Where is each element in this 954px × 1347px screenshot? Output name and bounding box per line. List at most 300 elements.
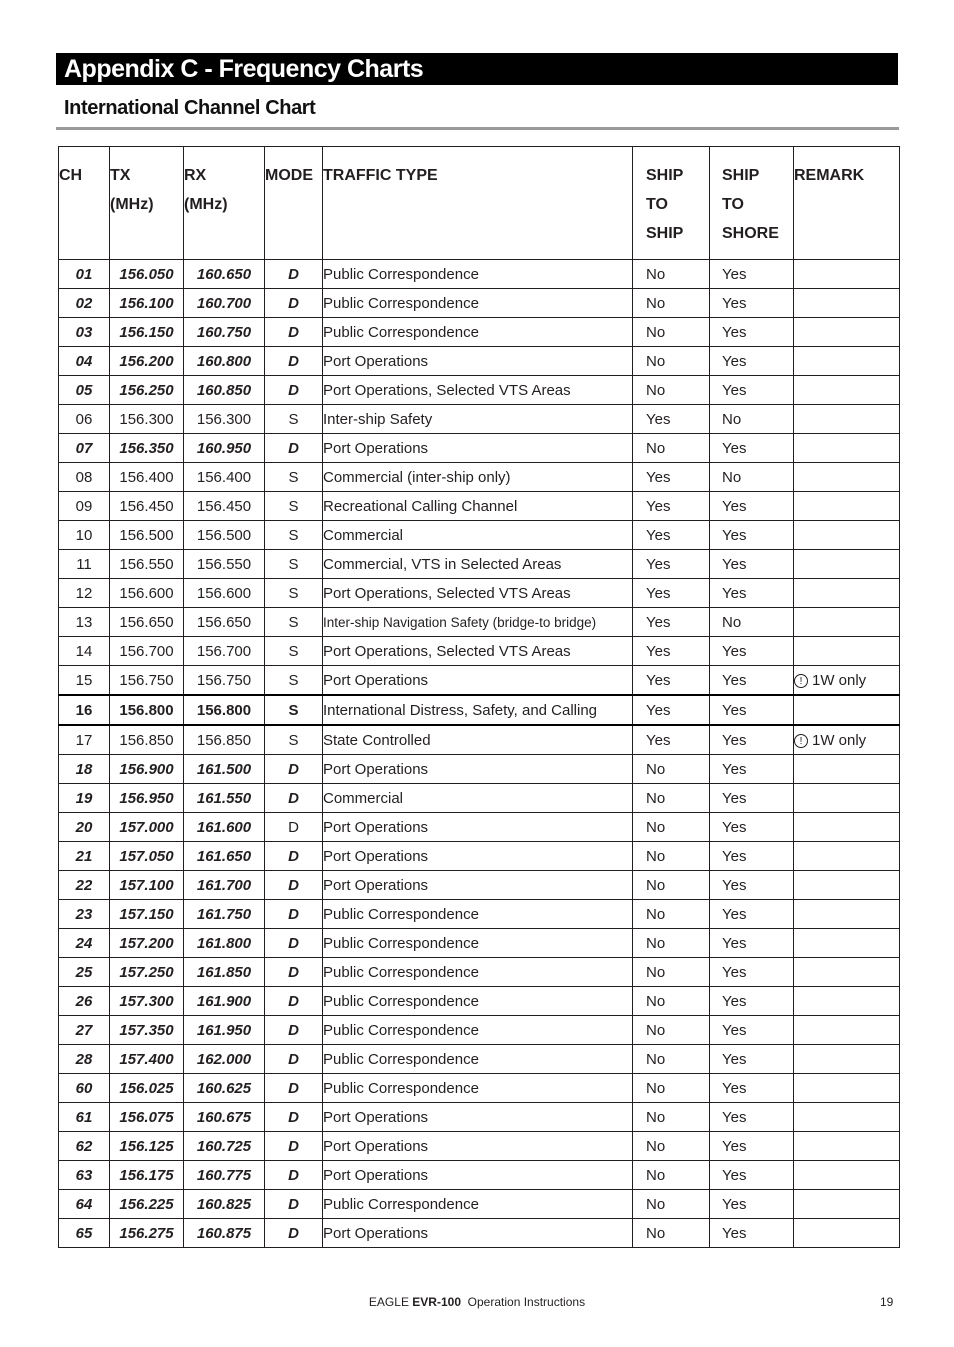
cell-rx: 161.800: [184, 929, 265, 958]
cell-ch: 14: [59, 637, 110, 666]
cell-ch: 62: [59, 1132, 110, 1161]
cell-remark: [794, 434, 900, 463]
cell-remark: [794, 289, 900, 318]
section-title: International Channel Chart: [64, 97, 316, 119]
cell-ch: 21: [59, 842, 110, 871]
cell-traffic-type: Public Correspondence: [323, 1074, 633, 1103]
cell-ch: 03: [59, 318, 110, 347]
cell-traffic-type: Port Operations: [323, 871, 633, 900]
cell-rx: 161.650: [184, 842, 265, 871]
cell-mode: S: [265, 608, 323, 637]
cell-mode: D: [265, 1103, 323, 1132]
cell-ch: 61: [59, 1103, 110, 1132]
cell-ship-to-shore: Yes: [710, 929, 794, 958]
cell-ship-to-ship: Yes: [633, 725, 710, 755]
cell-traffic-type: Port Operations: [323, 666, 633, 696]
cell-tx: 156.300: [110, 405, 184, 434]
cell-traffic-type: Commercial: [323, 521, 633, 550]
cell-tx: 156.800: [110, 695, 184, 725]
table-row: [59, 842, 900, 871]
table-row: [59, 929, 900, 958]
table-row: [59, 1103, 900, 1132]
cell-rx: 156.850: [184, 725, 265, 755]
cell-traffic-type: Port Operations, Selected VTS Areas: [323, 376, 633, 405]
cell-ship-to-ship: No: [633, 1190, 710, 1219]
cell-ch: 13: [59, 608, 110, 637]
cell-remark: [794, 1045, 900, 1074]
cell-remark: [794, 550, 900, 579]
cell-ship-to-ship: No: [633, 289, 710, 318]
cell-traffic-type: Public Correspondence: [323, 958, 633, 987]
table-row: [59, 784, 900, 813]
cell-ch: 64: [59, 1190, 110, 1219]
cell-tx: 156.050: [110, 260, 184, 289]
col-header-traffic-type: TRAFFIC TYPE: [323, 147, 633, 260]
cell-tx: 156.175: [110, 1161, 184, 1190]
cell-ch: 23: [59, 900, 110, 929]
cell-traffic-type: Port Operations: [323, 347, 633, 376]
cell-rx: 161.850: [184, 958, 265, 987]
cell-ship-to-shore: Yes: [710, 434, 794, 463]
cell-rx: 160.850: [184, 376, 265, 405]
cell-traffic-type: Port Operations: [323, 842, 633, 871]
page-title: Appendix C - Frequency Charts: [56, 53, 898, 85]
table-row: [59, 666, 900, 696]
cell-remark: [794, 1103, 900, 1132]
cell-ch: 19: [59, 784, 110, 813]
cell-remark: [794, 1190, 900, 1219]
cell-ch: 16: [59, 695, 110, 725]
cell-mode: D: [265, 1190, 323, 1219]
cell-remark: [794, 1074, 900, 1103]
cell-ship-to-shore: Yes: [710, 1103, 794, 1132]
cell-remark: [794, 1161, 900, 1190]
cell-rx: 161.550: [184, 784, 265, 813]
table-row: [59, 608, 900, 637]
col-header-ship-to-shore: SHIP TO SHORE: [710, 147, 794, 260]
col-header-remark: REMARK: [794, 147, 900, 260]
cell-tx: 156.700: [110, 637, 184, 666]
cell-remark: [794, 900, 900, 929]
cell-ch: 09: [59, 492, 110, 521]
cell-ship-to-ship: Yes: [633, 637, 710, 666]
cell-rx: 161.500: [184, 755, 265, 784]
cell-ship-to-shore: Yes: [710, 842, 794, 871]
cell-ship-to-ship: Yes: [633, 492, 710, 521]
cell-ship-to-shore: Yes: [710, 987, 794, 1016]
cell-traffic-type: Port Operations: [323, 1103, 633, 1132]
cell-mode: S: [265, 405, 323, 434]
cell-tx: 156.275: [110, 1219, 184, 1248]
table-row: [59, 900, 900, 929]
cell-rx: 156.750: [184, 666, 265, 696]
cell-remark: [794, 813, 900, 842]
cell-traffic-type: Port Operations, Selected VTS Areas: [323, 579, 633, 608]
cell-mode: D: [265, 929, 323, 958]
cell-ship-to-shore: Yes: [710, 347, 794, 376]
cell-ship-to-ship: No: [633, 1161, 710, 1190]
cell-rx: 156.300: [184, 405, 265, 434]
table-row: [59, 463, 900, 492]
cell-remark: [794, 871, 900, 900]
info-icon: !: [794, 734, 808, 748]
cell-ch: 01: [59, 260, 110, 289]
cell-rx: 160.825: [184, 1190, 265, 1219]
cell-ship-to-shore: Yes: [710, 1190, 794, 1219]
cell-ship-to-shore: Yes: [710, 1219, 794, 1248]
cell-traffic-type: Port Operations: [323, 813, 633, 842]
cell-tx: 156.225: [110, 1190, 184, 1219]
cell-traffic-type: Inter-ship Navigation Safety (bridge-to bridge): [323, 608, 633, 637]
cell-ship-to-shore: Yes: [710, 492, 794, 521]
cell-mode: D: [265, 842, 323, 871]
cell-ship-to-shore: Yes: [710, 550, 794, 579]
cell-mode: D: [265, 1016, 323, 1045]
cell-ship-to-shore: Yes: [710, 521, 794, 550]
cell-ch: 25: [59, 958, 110, 987]
cell-tx: 156.075: [110, 1103, 184, 1132]
section-divider: [56, 127, 899, 130]
cell-mode: D: [265, 755, 323, 784]
cell-ship-to-shore: Yes: [710, 813, 794, 842]
cell-rx: 160.625: [184, 1074, 265, 1103]
table-row: [59, 318, 900, 347]
cell-ch: 02: [59, 289, 110, 318]
cell-ship-to-shore: Yes: [710, 289, 794, 318]
cell-tx: 156.100: [110, 289, 184, 318]
cell-ship-to-shore: Yes: [710, 755, 794, 784]
cell-ch: 11: [59, 550, 110, 579]
table-row: [59, 260, 900, 289]
cell-ship-to-shore: Yes: [710, 1074, 794, 1103]
cell-tx: 156.200: [110, 347, 184, 376]
cell-ch: 18: [59, 755, 110, 784]
cell-mode: D: [265, 1219, 323, 1248]
cell-remark: [794, 260, 900, 289]
cell-traffic-type: Public Correspondence: [323, 900, 633, 929]
cell-remark: [794, 637, 900, 666]
cell-ch: 20: [59, 813, 110, 842]
table-row: [59, 1074, 900, 1103]
cell-rx: 162.000: [184, 1045, 265, 1074]
channel-chart-table: [58, 146, 900, 1248]
table-row: [59, 813, 900, 842]
cell-remark: [794, 1016, 900, 1045]
cell-remark: [794, 347, 900, 376]
cell-rx: 156.650: [184, 608, 265, 637]
cell-ship-to-shore: Yes: [710, 666, 794, 696]
cell-remark: [794, 842, 900, 871]
cell-tx: 157.300: [110, 987, 184, 1016]
cell-ship-to-shore: Yes: [710, 871, 794, 900]
cell-rx: 160.950: [184, 434, 265, 463]
table-row: [59, 695, 900, 725]
cell-traffic-type: Commercial, VTS in Selected Areas: [323, 550, 633, 579]
cell-tx: 156.350: [110, 434, 184, 463]
cell-tx: 156.900: [110, 755, 184, 784]
cell-remark: [794, 755, 900, 784]
table-row: [59, 637, 900, 666]
cell-ship-to-ship: No: [633, 813, 710, 842]
cell-tx: 157.200: [110, 929, 184, 958]
cell-ch: 10: [59, 521, 110, 550]
cell-tx: 156.400: [110, 463, 184, 492]
cell-ch: 04: [59, 347, 110, 376]
cell-tx: 156.550: [110, 550, 184, 579]
cell-mode: D: [265, 900, 323, 929]
cell-mode: D: [265, 1074, 323, 1103]
cell-ch: 26: [59, 987, 110, 1016]
cell-traffic-type: Port Operations: [323, 1219, 633, 1248]
cell-rx: 160.775: [184, 1161, 265, 1190]
cell-tx: 156.500: [110, 521, 184, 550]
cell-traffic-type: Public Correspondence: [323, 1045, 633, 1074]
cell-rx: 156.550: [184, 550, 265, 579]
cell-ship-to-ship: Yes: [633, 405, 710, 434]
col-header-ch: CH: [59, 147, 110, 260]
cell-traffic-type: Public Correspondence: [323, 289, 633, 318]
cell-mode: S: [265, 550, 323, 579]
cell-remark: [794, 784, 900, 813]
cell-ship-to-ship: No: [633, 1074, 710, 1103]
cell-ch: 06: [59, 405, 110, 434]
cell-tx: 156.650: [110, 608, 184, 637]
cell-remark: [794, 666, 900, 696]
cell-ship-to-ship: No: [633, 1219, 710, 1248]
cell-ship-to-shore: Yes: [710, 900, 794, 929]
cell-mode: D: [265, 987, 323, 1016]
cell-traffic-type: Port Operations: [323, 434, 633, 463]
cell-mode: D: [265, 813, 323, 842]
cell-remark: [794, 725, 900, 755]
table-row: [59, 871, 900, 900]
cell-ship-to-ship: No: [633, 1103, 710, 1132]
cell-ship-to-ship: Yes: [633, 521, 710, 550]
cell-rx: 160.875: [184, 1219, 265, 1248]
cell-ship-to-shore: Yes: [710, 1045, 794, 1074]
cell-rx: 161.750: [184, 900, 265, 929]
cell-mode: D: [265, 376, 323, 405]
table-row: [59, 958, 900, 987]
col-header-mode: MODE: [265, 147, 323, 260]
cell-tx: 156.600: [110, 579, 184, 608]
cell-rx: 161.700: [184, 871, 265, 900]
cell-ship-to-ship: No: [633, 784, 710, 813]
table-header-row: [59, 147, 900, 260]
cell-traffic-type: State Controlled: [323, 725, 633, 755]
cell-rx: 156.600: [184, 579, 265, 608]
cell-traffic-type: Public Correspondence: [323, 318, 633, 347]
cell-ship-to-shore: No: [710, 463, 794, 492]
cell-ship-to-shore: No: [710, 405, 794, 434]
cell-rx: 160.700: [184, 289, 265, 318]
footer-doc-title: EAGLE EVR-100 Operation Instructions: [368, 1295, 586, 1309]
cell-ship-to-ship: No: [633, 376, 710, 405]
cell-ch: 17: [59, 725, 110, 755]
cell-ship-to-shore: Yes: [710, 725, 794, 755]
cell-ship-to-ship: Yes: [633, 666, 710, 696]
cell-remark: [794, 405, 900, 434]
cell-remark: [794, 318, 900, 347]
cell-rx: 156.450: [184, 492, 265, 521]
cell-tx: 156.025: [110, 1074, 184, 1103]
cell-mode: D: [265, 1132, 323, 1161]
cell-ship-to-shore: Yes: [710, 260, 794, 289]
cell-ch: 65: [59, 1219, 110, 1248]
cell-ship-to-shore: Yes: [710, 637, 794, 666]
cell-tx: 156.850: [110, 725, 184, 755]
cell-tx: 157.250: [110, 958, 184, 987]
cell-ch: 07: [59, 434, 110, 463]
cell-tx: 157.350: [110, 1016, 184, 1045]
cell-tx: 156.750: [110, 666, 184, 696]
cell-ship-to-ship: Yes: [633, 695, 710, 725]
table-row: [59, 376, 900, 405]
cell-ship-to-ship: Yes: [633, 550, 710, 579]
cell-rx: 161.600: [184, 813, 265, 842]
cell-mode: S: [265, 695, 323, 725]
col-header-tx: TX (MHz): [110, 147, 184, 260]
cell-traffic-type: Port Operations: [323, 755, 633, 784]
table-row: [59, 521, 900, 550]
cell-rx: 160.725: [184, 1132, 265, 1161]
cell-tx: 156.125: [110, 1132, 184, 1161]
cell-ship-to-shore: Yes: [710, 579, 794, 608]
cell-remark: [794, 1132, 900, 1161]
cell-ship-to-ship: No: [633, 987, 710, 1016]
cell-ch: 12: [59, 579, 110, 608]
cell-tx: 157.000: [110, 813, 184, 842]
cell-ch: 05: [59, 376, 110, 405]
table-row: [59, 987, 900, 1016]
cell-ch: 22: [59, 871, 110, 900]
cell-remark: [794, 492, 900, 521]
cell-ship-to-shore: No: [710, 608, 794, 637]
cell-tx: 157.100: [110, 871, 184, 900]
col-header-rx: RX (MHz): [184, 147, 265, 260]
cell-remark: [794, 695, 900, 725]
cell-ship-to-ship: Yes: [633, 608, 710, 637]
cell-mode: S: [265, 725, 323, 755]
cell-mode: S: [265, 521, 323, 550]
table-row: [59, 289, 900, 318]
cell-traffic-type: Public Correspondence: [323, 1190, 633, 1219]
cell-mode: D: [265, 1161, 323, 1190]
cell-traffic-type: Inter-ship Safety: [323, 405, 633, 434]
table-row: [59, 347, 900, 376]
cell-ship-to-ship: No: [633, 260, 710, 289]
cell-rx: 161.950: [184, 1016, 265, 1045]
cell-tx: 156.150: [110, 318, 184, 347]
cell-ch: 15: [59, 666, 110, 696]
cell-ship-to-ship: No: [633, 1132, 710, 1161]
cell-ship-to-ship: No: [633, 929, 710, 958]
cell-mode: D: [265, 871, 323, 900]
cell-remark: [794, 376, 900, 405]
cell-ch: 63: [59, 1161, 110, 1190]
table-row: [59, 1190, 900, 1219]
cell-tx: 157.050: [110, 842, 184, 871]
cell-ship-to-shore: Yes: [710, 958, 794, 987]
cell-traffic-type: Recreational Calling Channel: [323, 492, 633, 521]
cell-traffic-type: Port Operations: [323, 1161, 633, 1190]
cell-mode: D: [265, 434, 323, 463]
cell-traffic-type: Port Operations, Selected VTS Areas: [323, 637, 633, 666]
cell-ship-to-ship: No: [633, 347, 710, 376]
table-row: [59, 1016, 900, 1045]
cell-ship-to-ship: No: [633, 755, 710, 784]
cell-traffic-type: Public Correspondence: [323, 929, 633, 958]
cell-ship-to-ship: No: [633, 871, 710, 900]
cell-mode: D: [265, 1045, 323, 1074]
page-number: 19: [880, 1295, 894, 1309]
cell-ship-to-shore: Yes: [710, 318, 794, 347]
cell-mode: S: [265, 666, 323, 696]
table-row: [59, 755, 900, 784]
cell-traffic-type: Public Correspondence: [323, 260, 633, 289]
cell-remark: [794, 987, 900, 1016]
cell-tx: 156.950: [110, 784, 184, 813]
cell-mode: S: [265, 463, 323, 492]
cell-mode: D: [265, 260, 323, 289]
cell-ship-to-ship: No: [633, 318, 710, 347]
cell-ship-to-ship: No: [633, 900, 710, 929]
cell-rx: 160.650: [184, 260, 265, 289]
cell-mode: D: [265, 318, 323, 347]
cell-rx: 156.400: [184, 463, 265, 492]
cell-ship-to-shore: Yes: [710, 695, 794, 725]
cell-traffic-type: Port Operations: [323, 1132, 633, 1161]
cell-mode: S: [265, 492, 323, 521]
cell-traffic-type: International Distress, Safety, and Calling: [323, 695, 633, 725]
table-row: [59, 405, 900, 434]
cell-traffic-type: Commercial: [323, 784, 633, 813]
cell-rx: 160.800: [184, 347, 265, 376]
remark-text: 1W only: [812, 731, 867, 749]
cell-traffic-type: Commercial (inter-ship only): [323, 463, 633, 492]
cell-mode: S: [265, 637, 323, 666]
cell-ship-to-ship: Yes: [633, 463, 710, 492]
cell-tx: 156.250: [110, 376, 184, 405]
cell-ch: 60: [59, 1074, 110, 1103]
cell-tx: 156.450: [110, 492, 184, 521]
cell-remark: [794, 463, 900, 492]
cell-ch: 24: [59, 929, 110, 958]
table-row: [59, 550, 900, 579]
table-row: [59, 1045, 900, 1074]
table-row: [59, 1219, 900, 1248]
cell-ch: 27: [59, 1016, 110, 1045]
cell-ship-to-shore: Yes: [710, 376, 794, 405]
cell-remark: [794, 958, 900, 987]
cell-ch: 28: [59, 1045, 110, 1074]
info-icon: !: [794, 674, 808, 688]
cell-ship-to-ship: No: [633, 1045, 710, 1074]
cell-mode: D: [265, 347, 323, 376]
cell-tx: 157.400: [110, 1045, 184, 1074]
cell-remark: [794, 579, 900, 608]
cell-remark: [794, 608, 900, 637]
cell-ship-to-ship: No: [633, 958, 710, 987]
table-row: [59, 434, 900, 463]
cell-ch: 08: [59, 463, 110, 492]
cell-tx: 157.150: [110, 900, 184, 929]
cell-ship-to-shore: Yes: [710, 784, 794, 813]
table-row: [59, 1161, 900, 1190]
cell-ship-to-shore: Yes: [710, 1016, 794, 1045]
table-row: [59, 1132, 900, 1161]
cell-rx: 160.675: [184, 1103, 265, 1132]
